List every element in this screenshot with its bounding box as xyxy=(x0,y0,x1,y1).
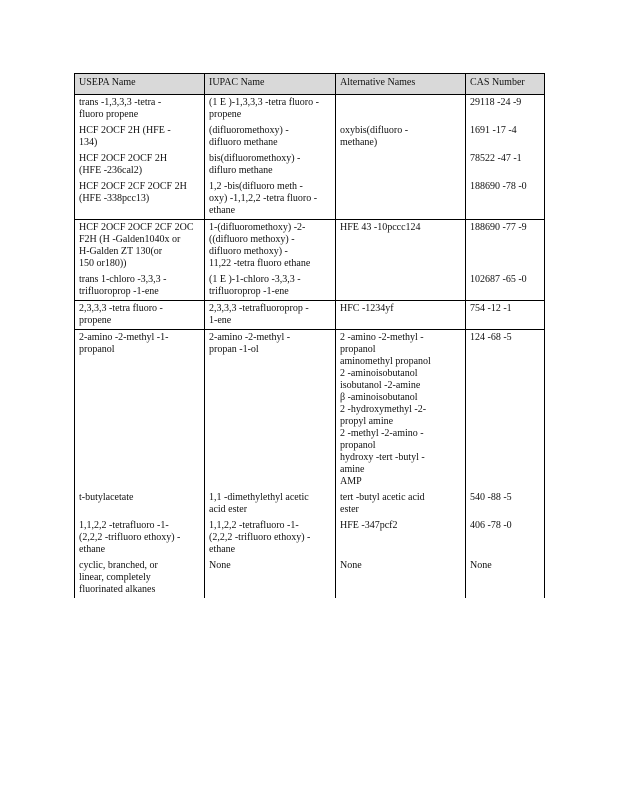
table-row xyxy=(75,558,545,598)
cell-iupac-name xyxy=(205,123,336,151)
cell-text-line: 188690 -77 -9 xyxy=(470,222,527,233)
cell-usepa-name xyxy=(75,95,205,124)
cell-text-line: isobutanol -2-amine xyxy=(340,380,421,391)
cell-usepa-name xyxy=(75,151,205,179)
cell-alternative-names xyxy=(336,518,466,558)
cell-usepa-name xyxy=(75,301,205,330)
cell-text-line: ethane xyxy=(209,544,236,555)
cell-alternative-names xyxy=(336,123,466,151)
cell-text-line: 406 -78 -0 xyxy=(470,520,512,531)
cell-text-line: 2-amino -2-methyl -1- xyxy=(79,332,169,343)
table-row xyxy=(75,123,545,151)
cell-text-line: amine xyxy=(340,464,365,475)
table-header xyxy=(75,74,545,95)
cell-text-line: propene xyxy=(209,109,242,120)
cell-text-line: fluorinated alkanes xyxy=(79,584,156,595)
cell-iupac-name xyxy=(205,179,336,220)
cell-text-line: 134) xyxy=(79,137,98,148)
cell-text-line: 2 -methyl -2-amino - xyxy=(340,428,424,439)
cell-text-line: 2,3,3,3 -tetrafluoroprop - xyxy=(209,303,309,314)
cell-text-line: hydroxy -tert -butyl - xyxy=(340,452,425,463)
cell-text-line: 188690 -78 -0 xyxy=(470,181,527,192)
cell-text-line: HCF 2OCF 2H (HFE - xyxy=(79,125,171,136)
cell-usepa-name xyxy=(75,123,205,151)
cell-text-line: linear, completely xyxy=(79,572,151,583)
cell-text-line: ethane xyxy=(79,544,106,555)
cell-text-line: 1-ene xyxy=(209,315,232,326)
cell-iupac-name xyxy=(205,95,336,124)
cell-text-line: trifluoroprop -1-ene xyxy=(79,286,159,297)
cell-text-line: oxy) -1,1,2,2 -tetra fluoro - xyxy=(209,193,318,204)
cell-usepa-name xyxy=(75,518,205,558)
cell-text-line: 754 -12 -1 xyxy=(470,303,512,314)
header-iupac-name: IUPAC Name xyxy=(205,74,336,95)
cell-alternative-names xyxy=(336,490,466,518)
cell-text-line: 2,3,3,3 -tetra fluoro - xyxy=(79,303,163,314)
cell-text-line: 78522 -47 -1 xyxy=(470,153,522,164)
table-row xyxy=(75,330,545,491)
table-row xyxy=(75,220,545,273)
cell-cas-number xyxy=(466,272,545,301)
cell-text-line: trans -1,3,3,3 -tetra - xyxy=(79,97,162,108)
cell-alternative-names xyxy=(336,220,466,273)
cell-usepa-name xyxy=(75,272,205,301)
cell-text-line: (HFE -236cal2) xyxy=(79,165,143,176)
cell-text-line: 1,1 -dimethylethyl acetic xyxy=(209,492,309,503)
cell-text-line: 1-(difluoromethoxy) -2- xyxy=(209,222,306,233)
cell-text-line: HFE -347pcf2 xyxy=(340,520,398,531)
cell-text-line: trans 1-chloro -3,3,3 - xyxy=(79,274,167,285)
cell-usepa-name xyxy=(75,179,205,220)
cell-text-line: 1,2 -bis(difluoro meth - xyxy=(209,181,303,192)
cell-text-line: 2 -aminoisobutanol xyxy=(340,368,418,379)
header-alternative-names: Alternative Names xyxy=(336,74,466,95)
cell-cas-number xyxy=(466,558,545,598)
cell-text-line: HFE 43 -10pccc124 xyxy=(340,222,421,233)
cell-usepa-name xyxy=(75,330,205,491)
table-row xyxy=(75,272,545,301)
cell-text-line: β -aminoisobutanol xyxy=(340,392,418,403)
cell-text-line: propene xyxy=(79,315,112,326)
cell-text-line: 2-amino -2-methyl - xyxy=(209,332,291,343)
cell-text-line: None xyxy=(470,560,492,571)
cell-text-line: propanol xyxy=(340,344,376,355)
cell-text-line: F2H (H -Galden1040x or xyxy=(79,234,181,245)
cell-text-line: tert -butyl acetic acid xyxy=(340,492,425,503)
cell-text-line: HFC -1234yf xyxy=(340,303,394,314)
cell-text-line: (difluoromethoxy) - xyxy=(209,125,289,136)
cell-cas-number xyxy=(466,179,545,220)
cell-text-line: difluoro methane xyxy=(209,137,278,148)
table-row xyxy=(75,95,545,124)
cell-text-line: oxybis(difluoro - xyxy=(340,125,409,136)
cell-text-line: t-butylacetate xyxy=(79,492,134,503)
cell-text-line: H-Galden ZT 130(or xyxy=(79,246,163,257)
cell-text-line: 11,22 -tetra fluoro ethane xyxy=(209,258,311,269)
header-usepa-name: USEPA Name xyxy=(75,74,205,95)
cell-text-line: HCF 2OCF 2OCF 2H xyxy=(79,153,168,164)
cell-text-line: AMP xyxy=(340,476,362,487)
cell-text-line: None xyxy=(340,560,362,571)
cell-text-line: HCF 2OCF 2CF 2OCF 2H xyxy=(79,181,187,192)
cell-iupac-name xyxy=(205,272,336,301)
cell-cas-number xyxy=(466,518,545,558)
cell-text-line: 2 -hydroxymethyl -2- xyxy=(340,404,427,415)
cell-text-line: propanol xyxy=(340,440,376,451)
cell-text-line: (1 E )-1-chloro -3,3,3 - xyxy=(209,274,301,285)
cell-alternative-names xyxy=(336,558,466,598)
cell-alternative-names xyxy=(336,301,466,330)
cell-text-line: ester xyxy=(340,504,359,515)
cell-text-line: (2,2,2 -trifluoro ethoxy) - xyxy=(79,532,181,543)
cell-text-line: ((difluoro methoxy) - xyxy=(209,234,295,245)
cell-text-line: 540 -88 -5 xyxy=(470,492,512,503)
table-row xyxy=(75,151,545,179)
cell-text-line: None xyxy=(209,560,231,571)
cell-alternative-names xyxy=(336,272,466,301)
cell-text-line: 1691 -17 -4 xyxy=(470,125,517,136)
cell-text-line: cyclic, branched, or xyxy=(79,560,158,571)
cell-iupac-name xyxy=(205,558,336,598)
cell-text-line: HCF 2OCF 2OCF 2CF 2OC xyxy=(79,222,194,233)
cell-text-line: fluoro propene xyxy=(79,109,139,120)
cell-text-line: propyl amine xyxy=(340,416,394,427)
cell-text-line: 102687 -65 -0 xyxy=(470,274,527,285)
cell-text-line: acid ester xyxy=(209,504,248,515)
table-row xyxy=(75,490,545,518)
cell-cas-number xyxy=(466,123,545,151)
cell-text-line: 150 or180)) xyxy=(79,258,127,269)
cell-text-line: aminomethyl propanol xyxy=(340,356,431,367)
cell-iupac-name xyxy=(205,490,336,518)
cell-cas-number xyxy=(466,151,545,179)
cell-text-line: (2,2,2 -trifluoro ethoxy) - xyxy=(209,532,311,543)
header-cas-number: CAS Number xyxy=(466,74,545,95)
cell-text-line: propan -1-ol xyxy=(209,344,259,355)
cell-text-line: (1 E )-1,3,3,3 -tetra fluoro - xyxy=(209,97,319,108)
cell-text-line: propanol xyxy=(79,344,115,355)
cell-iupac-name xyxy=(205,301,336,330)
header-row xyxy=(75,74,545,95)
chemical-names-table xyxy=(74,73,545,598)
table-row xyxy=(75,301,545,330)
cell-iupac-name xyxy=(205,518,336,558)
cell-cas-number xyxy=(466,301,545,330)
cell-alternative-names xyxy=(336,179,466,220)
cell-iupac-name xyxy=(205,220,336,273)
cell-text-line: 1,1,2,2 -tetrafluoro -1- xyxy=(79,520,169,531)
table-body xyxy=(75,95,545,599)
cell-usepa-name xyxy=(75,558,205,598)
cell-text-line: trifluoroprop -1-ene xyxy=(209,286,289,297)
cell-alternative-names xyxy=(336,95,466,124)
cell-text-line: methane) xyxy=(340,137,378,148)
cell-usepa-name xyxy=(75,490,205,518)
table-row xyxy=(75,518,545,558)
cell-alternative-names xyxy=(336,151,466,179)
cell-text-line: (HFE -338pcc13) xyxy=(79,193,150,204)
cell-text-line: bis(difluoromethoxy) - xyxy=(209,153,301,164)
cell-usepa-name xyxy=(75,220,205,273)
table-row xyxy=(75,179,545,220)
cell-text-line: 29118 -24 -9 xyxy=(470,97,522,108)
cell-text-line: 124 -68 -5 xyxy=(470,332,512,343)
cell-iupac-name xyxy=(205,330,336,491)
cell-cas-number xyxy=(466,220,545,273)
cell-text-line: ethane xyxy=(209,205,236,216)
cell-cas-number xyxy=(466,330,545,491)
cell-text-line: difluoro methoxy) - xyxy=(209,246,288,257)
cell-iupac-name xyxy=(205,151,336,179)
cell-alternative-names xyxy=(336,330,466,491)
cell-text-line: 1,1,2,2 -tetrafluoro -1- xyxy=(209,520,299,531)
cell-text-line: 2 -amino -2-methyl - xyxy=(340,332,424,343)
cell-cas-number xyxy=(466,95,545,124)
cell-cas-number xyxy=(466,490,545,518)
cell-text-line: difluro methane xyxy=(209,165,273,176)
